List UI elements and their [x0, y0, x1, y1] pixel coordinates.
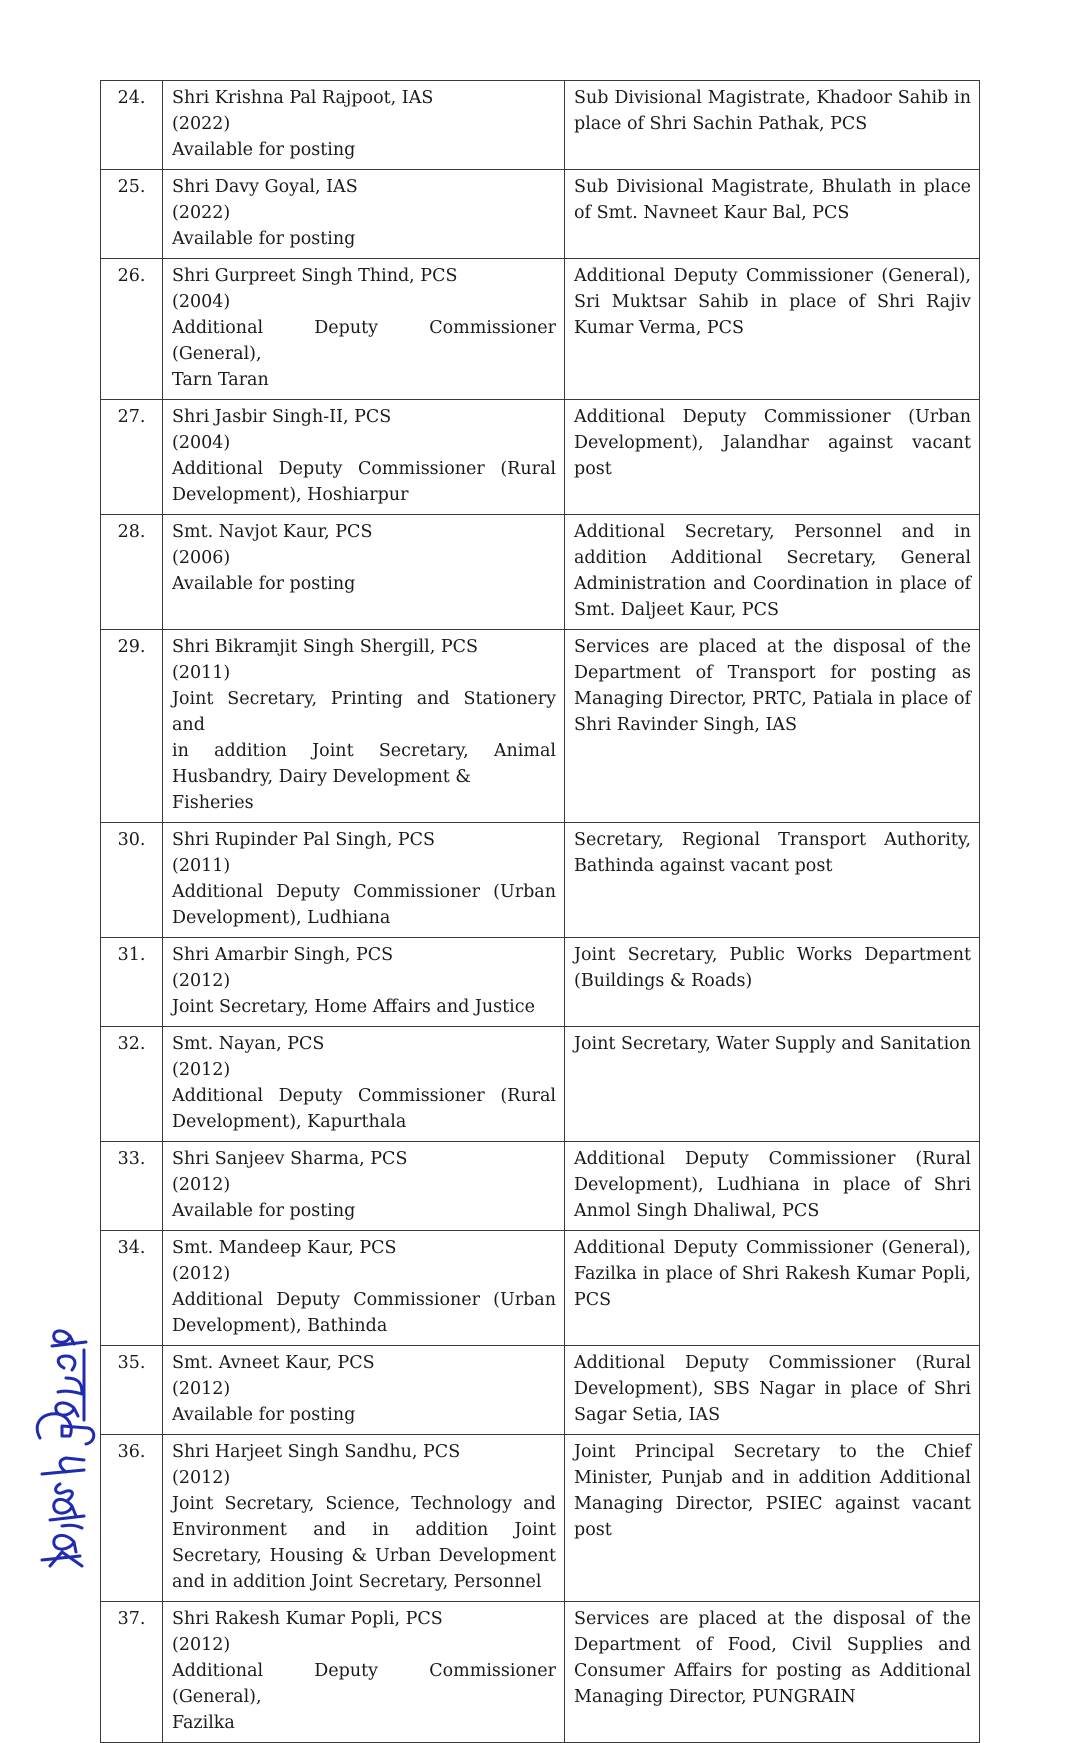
serial-number: 32. — [101, 1027, 163, 1142]
serial-number: 27. — [101, 400, 163, 515]
current-posting-line: Available for posting — [172, 574, 356, 594]
current-posting-line: and in addition Joint Secretary, Personnel — [172, 1572, 542, 1592]
current-posting-line: Fazilka — [172, 1713, 235, 1733]
table-row — [101, 1346, 980, 1435]
handwritten-signature — [22, 1320, 102, 1570]
current-posting-line: Additional Deputy Commissioner (General), — [172, 318, 556, 364]
postings-table — [100, 80, 980, 1743]
officer-details — [163, 81, 565, 170]
serial-number: 34. — [101, 1231, 163, 1346]
officer-name: Shri Gurpreet Singh Thind, PCS — [172, 266, 458, 286]
new-posting: Additional Deputy Commissioner (Urban Development), Jalandhar against vacant post — [565, 400, 980, 515]
officer-name: Smt. Nayan, PCS — [172, 1034, 325, 1054]
current-posting-line: Joint Secretary, Science, Technology and — [172, 1494, 556, 1514]
officer-batch: (2012) — [172, 1175, 231, 1195]
new-posting: Secretary, Regional Transport Authority, Bathinda against vacant post — [565, 823, 980, 938]
officer-batch: (2012) — [172, 971, 231, 991]
current-posting-line: Secretary, Housing & Urban Development — [172, 1546, 556, 1566]
officer-name: Shri Sanjeev Sharma, PCS — [172, 1149, 408, 1169]
current-posting-line: Joint Secretary, Printing and Stationery and — [172, 689, 556, 735]
new-posting: Joint Principal Secretary to the Chief Minister, Punjab and in addition Additional Managing Director, PSIEC against vacant post — [565, 1435, 980, 1602]
serial-number: 37. — [101, 1602, 163, 1743]
serial-number: 28. — [101, 515, 163, 630]
current-posting-line: Tarn Taran — [172, 370, 269, 390]
table-row — [101, 1231, 980, 1346]
officer-details — [163, 515, 565, 630]
current-posting-line: Development), Kapurthala — [172, 1112, 407, 1132]
officer-details — [163, 1602, 565, 1743]
new-posting: Services are placed at the disposal of the Department of Food, Civil Supplies and Consumer Affairs for posting as Additional Managing Director, PUNGRAIN — [565, 1602, 980, 1743]
table-row — [101, 1142, 980, 1231]
table-row — [101, 823, 980, 938]
officer-batch: (2022) — [172, 114, 231, 134]
officer-details — [163, 823, 565, 938]
officer-name: Shri Rupinder Pal Singh, PCS — [172, 830, 435, 850]
officer-name: Shri Harjeet Singh Sandhu, PCS — [172, 1442, 461, 1462]
serial-number: 25. — [101, 170, 163, 259]
serial-number: 35. — [101, 1346, 163, 1435]
new-posting: Additional Deputy Commissioner (Rural Development), Ludhiana in place of Shri Anmol Singh Dhaliwal, PCS — [565, 1142, 980, 1231]
current-posting-line: Development), Hoshiarpur — [172, 485, 409, 505]
officer-details — [163, 1346, 565, 1435]
table-row — [101, 1027, 980, 1142]
new-posting: Services are placed at the disposal of the Department of Transport for posting as Managing Director, PRTC, Patiala in place of Shri Ravinder Singh, IAS — [565, 630, 980, 823]
officer-name: Shri Amarbir Singh, PCS — [172, 945, 394, 965]
officer-details — [163, 938, 565, 1027]
table-row — [101, 1602, 980, 1743]
officer-details — [163, 1435, 565, 1602]
current-posting-line: Additional Deputy Commissioner (Rural — [172, 459, 556, 479]
new-posting: Sub Divisional Magistrate, Khadoor Sahib in place of Shri Sachin Pathak, PCS — [565, 81, 980, 170]
officer-details — [163, 170, 565, 259]
officer-batch: (2011) — [172, 663, 231, 683]
officer-details — [163, 259, 565, 400]
table-row — [101, 1435, 980, 1602]
new-posting: Additional Secretary, Personnel and in addition Additional Secretary, General Administration and Coordination in place of Smt. Daljeet Kaur, PCS — [565, 515, 980, 630]
serial-number: 30. — [101, 823, 163, 938]
current-posting-line: in addition Joint Secretary, Animal — [172, 741, 556, 761]
officer-name: Shri Bikramjit Singh Shergill, PCS — [172, 637, 479, 657]
new-posting: Additional Deputy Commissioner (General), Fazilka in place of Shri Rakesh Kumar Popli, PCS — [565, 1231, 980, 1346]
officer-name: Smt. Avneet Kaur, PCS — [172, 1353, 375, 1373]
new-posting: Sub Divisional Magistrate, Bhulath in place of Smt. Navneet Kaur Bal, PCS — [565, 170, 980, 259]
officer-details — [163, 1027, 565, 1142]
officer-batch: (2004) — [172, 292, 231, 312]
current-posting-line: Environment and in addition Joint — [172, 1520, 556, 1540]
serial-number: 29. — [101, 630, 163, 823]
officer-name: Shri Jasbir Singh-II, PCS — [172, 407, 392, 427]
officer-batch: (2012) — [172, 1635, 231, 1655]
table-row — [101, 630, 980, 823]
serial-number: 36. — [101, 1435, 163, 1602]
new-posting: Joint Secretary, Water Supply and Sanitation — [565, 1027, 980, 1142]
officer-batch: (2004) — [172, 433, 231, 453]
table-row — [101, 81, 980, 170]
officer-batch: (2011) — [172, 856, 231, 876]
officer-batch: (2006) — [172, 548, 231, 568]
new-posting: Additional Deputy Commissioner (General), Sri Muktsar Sahib in place of Shri Rajiv Kumar Verma, PCS — [565, 259, 980, 400]
officer-batch: (2012) — [172, 1264, 231, 1284]
current-posting-line: Development), Bathinda — [172, 1316, 388, 1336]
current-posting-line: Additional Deputy Commissioner (Rural — [172, 1086, 556, 1106]
new-posting: Additional Deputy Commissioner (Rural Development), SBS Nagar in place of Shri Sagar Setia, IAS — [565, 1346, 980, 1435]
current-posting-line: Available for posting — [172, 1405, 356, 1425]
officer-details — [163, 630, 565, 823]
table-row — [101, 938, 980, 1027]
officer-name: Shri Krishna Pal Rajpoot, IAS — [172, 88, 434, 108]
postings-table-body — [101, 81, 980, 1743]
officer-name: Smt. Mandeep Kaur, PCS — [172, 1238, 397, 1258]
current-posting-line: Additional Deputy Commissioner (General), — [172, 1661, 556, 1707]
officer-batch: (2012) — [172, 1379, 231, 1399]
officer-name: Smt. Navjot Kaur, PCS — [172, 522, 373, 542]
officer-name: Shri Rakesh Kumar Popli, PCS — [172, 1609, 443, 1629]
officer-batch: (2022) — [172, 203, 231, 223]
officer-details — [163, 400, 565, 515]
table-row — [101, 400, 980, 515]
table-row — [101, 515, 980, 630]
officer-details — [163, 1231, 565, 1346]
new-posting: Joint Secretary, Public Works Department (Buildings & Roads) — [565, 938, 980, 1027]
current-posting-line: Available for posting — [172, 1201, 356, 1221]
current-posting-line: Additional Deputy Commissioner (Urban — [172, 1290, 556, 1310]
serial-number: 24. — [101, 81, 163, 170]
serial-number: 26. — [101, 259, 163, 400]
current-posting-line: Joint Secretary, Home Affairs and Justice — [172, 997, 535, 1017]
officer-batch: (2012) — [172, 1060, 231, 1080]
serial-number: 31. — [101, 938, 163, 1027]
officer-name: Shri Davy Goyal, IAS — [172, 177, 358, 197]
current-posting-line: Development), Ludhiana — [172, 908, 391, 928]
table-row — [101, 259, 980, 400]
current-posting-line: Additional Deputy Commissioner (Urban — [172, 882, 556, 902]
current-posting-line: Available for posting — [172, 229, 356, 249]
table-row — [101, 170, 980, 259]
serial-number: 33. — [101, 1142, 163, 1231]
officer-batch: (2012) — [172, 1468, 231, 1488]
officer-details — [163, 1142, 565, 1231]
current-posting-line: Available for posting — [172, 140, 356, 160]
current-posting-line: Husbandry, Dairy Development & Fisheries — [172, 767, 471, 813]
